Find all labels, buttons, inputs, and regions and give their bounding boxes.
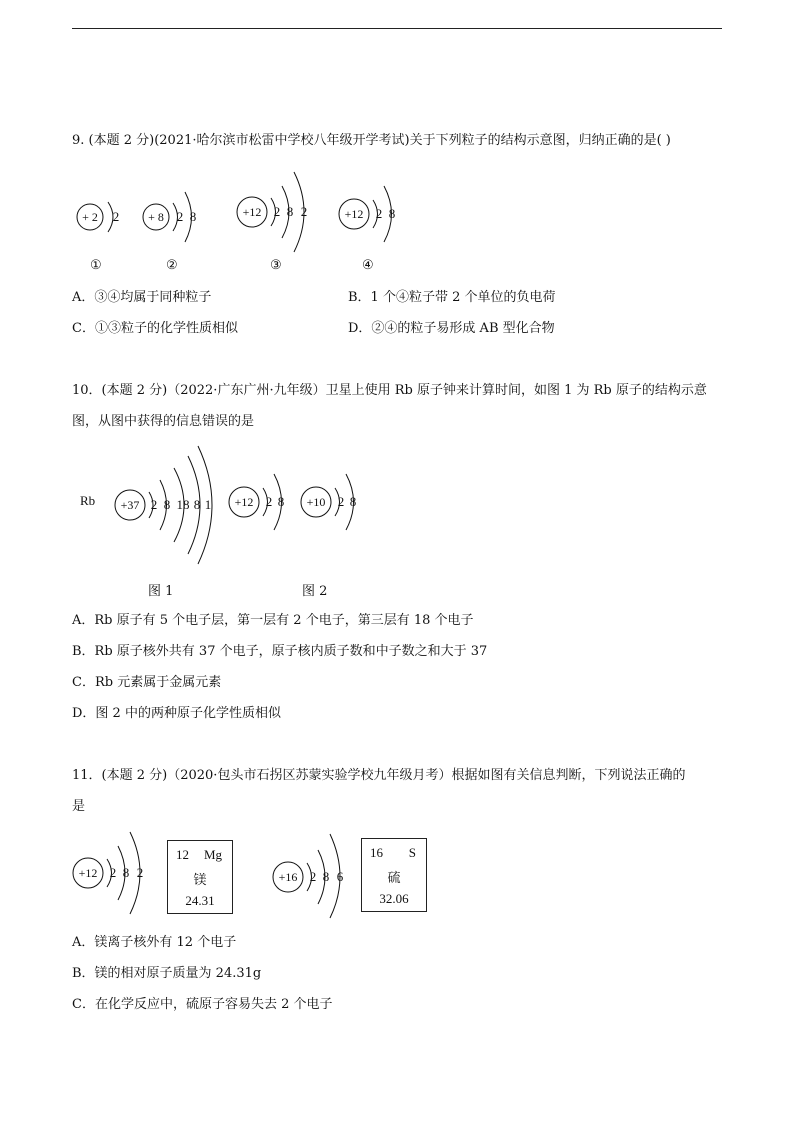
q10-option-b[interactable]: B．Rb 原子核外共有 37 个电子，原子核内质子数和中子数之和大于 37 (72, 644, 488, 659)
q11-atom-s (270, 826, 370, 920)
shell-count: 1 (204, 497, 212, 512)
q9-atom-4 (336, 176, 416, 254)
q9-label-3: ③ (270, 258, 282, 273)
nucleus-label: +16 (278, 870, 298, 884)
element-symbol: Mg (203, 847, 222, 862)
q10-option-d[interactable]: D．图 2 中的两种原子化学性质相似 (72, 706, 281, 721)
q10-atom-mg (228, 466, 308, 544)
q9-label-2: ② (166, 258, 178, 273)
shell-count: 2 (109, 865, 117, 880)
shell-count: 8 (193, 497, 201, 512)
shell-count: 2 (337, 494, 345, 509)
shell-count: 8 (388, 206, 396, 221)
atomic-number: 16 (370, 845, 383, 860)
q10-stem-line1: 10．(本题 2 分)（2022·广东广州·九年级）卫星上使用 Rb 原子钟来计算时间，如图 1 为 Rb 原子的结构示意 (72, 383, 707, 398)
shell-count: 2 (375, 206, 383, 221)
element-name: 镁 (193, 873, 207, 888)
shell-count: 2 (112, 209, 120, 224)
nucleus-label: +12 (242, 205, 262, 219)
shell-count: 2 (309, 869, 317, 884)
shell-count: 18 (176, 497, 190, 512)
q11-atom-mg (72, 826, 172, 920)
nucleus-label: +10 (306, 495, 326, 509)
q10-option-a[interactable]: A．Rb 原子有 5 个电子层，第一层有 2 个电子，第三层有 18 个电子 (72, 613, 474, 628)
q10-fig1-caption: 图 1 (148, 584, 174, 599)
shell-count: 8 (189, 209, 197, 224)
q9-option-a[interactable]: A．③④均属于同种粒子 (72, 290, 212, 305)
q9-option-b[interactable]: B．1 个④粒子带 2 个单位的负电荷 (348, 290, 556, 305)
shell-count: 8 (322, 869, 330, 884)
q11-stem-line1: 11．(本题 2 分)（2020·包头市石拐区苏蒙实验学校九年级月考）根据如图有关信息判断，下列说法正确的 (72, 768, 686, 783)
q11-stem-line2: 是 (72, 799, 86, 814)
shell-count: 2 (265, 494, 273, 509)
s-element-card (361, 838, 427, 912)
q10-option-c[interactable]: C．Rb 元素属于金属元素 (72, 675, 222, 690)
nucleus-label: + 2 (82, 210, 98, 224)
q10-rb-atom (112, 444, 222, 566)
q9-atom-3 (234, 164, 334, 260)
shell-count: 2 (176, 209, 184, 224)
q9-stem: 9. (本题 2 分)(2021·哈尔滨市松雷中学校八年级开学考试)关于下列粒子的结构示意图，归纳正确的是( ) (72, 133, 671, 148)
q11-option-b[interactable]: B．镁的相对原子质量为 24.31g (72, 966, 262, 981)
nucleus-label: +12 (78, 866, 98, 880)
shell-count: 8 (163, 497, 171, 512)
q9-label-1: ① (90, 258, 102, 273)
q9-label-4: ④ (362, 258, 374, 273)
shell-count: 2 (150, 497, 158, 512)
atomic-mass: 24.31 (185, 893, 215, 908)
nucleus-label: +12 (344, 207, 364, 221)
shell-count: 6 (336, 869, 344, 884)
mg-element-card (167, 840, 233, 914)
shell-count: 8 (277, 494, 285, 509)
header-rule (72, 28, 722, 29)
shell-count: 2 (273, 204, 281, 219)
q9-option-d[interactable]: D．②④的粒子易形成 AB 型化合物 (348, 321, 555, 336)
shell-count: 8 (122, 865, 130, 880)
shell-count: 8 (286, 204, 294, 219)
q10-rb-label: Rb (80, 493, 96, 508)
q9-atom-1 (72, 190, 132, 244)
shell-count: 8 (349, 494, 357, 509)
nucleus-label: + 8 (148, 210, 164, 224)
element-symbol: S (408, 845, 416, 860)
element-name: 硫 (387, 871, 401, 886)
q10-atom-ne (298, 466, 378, 544)
q11-option-c[interactable]: C．在化学反应中，硫原子容易失去 2 个电子 (72, 997, 333, 1012)
nucleus-label: +37 (120, 498, 140, 512)
shell-count: 2 (300, 204, 308, 219)
q11-option-a[interactable]: A．镁离子核外有 12 个电子 (72, 935, 237, 950)
q9-atom-2 (140, 180, 220, 254)
nucleus-label: +12 (234, 495, 254, 509)
shell-count: 2 (136, 865, 144, 880)
q10-fig2-caption: 图 2 (302, 584, 328, 599)
q9-option-c[interactable]: C．①③粒子的化学性质相似 (72, 321, 238, 336)
atomic-mass: 32.06 (379, 891, 409, 906)
q10-stem-line2: 图，从图中获得的信息错误的是 (72, 414, 255, 429)
atomic-number: 12 (176, 847, 189, 862)
